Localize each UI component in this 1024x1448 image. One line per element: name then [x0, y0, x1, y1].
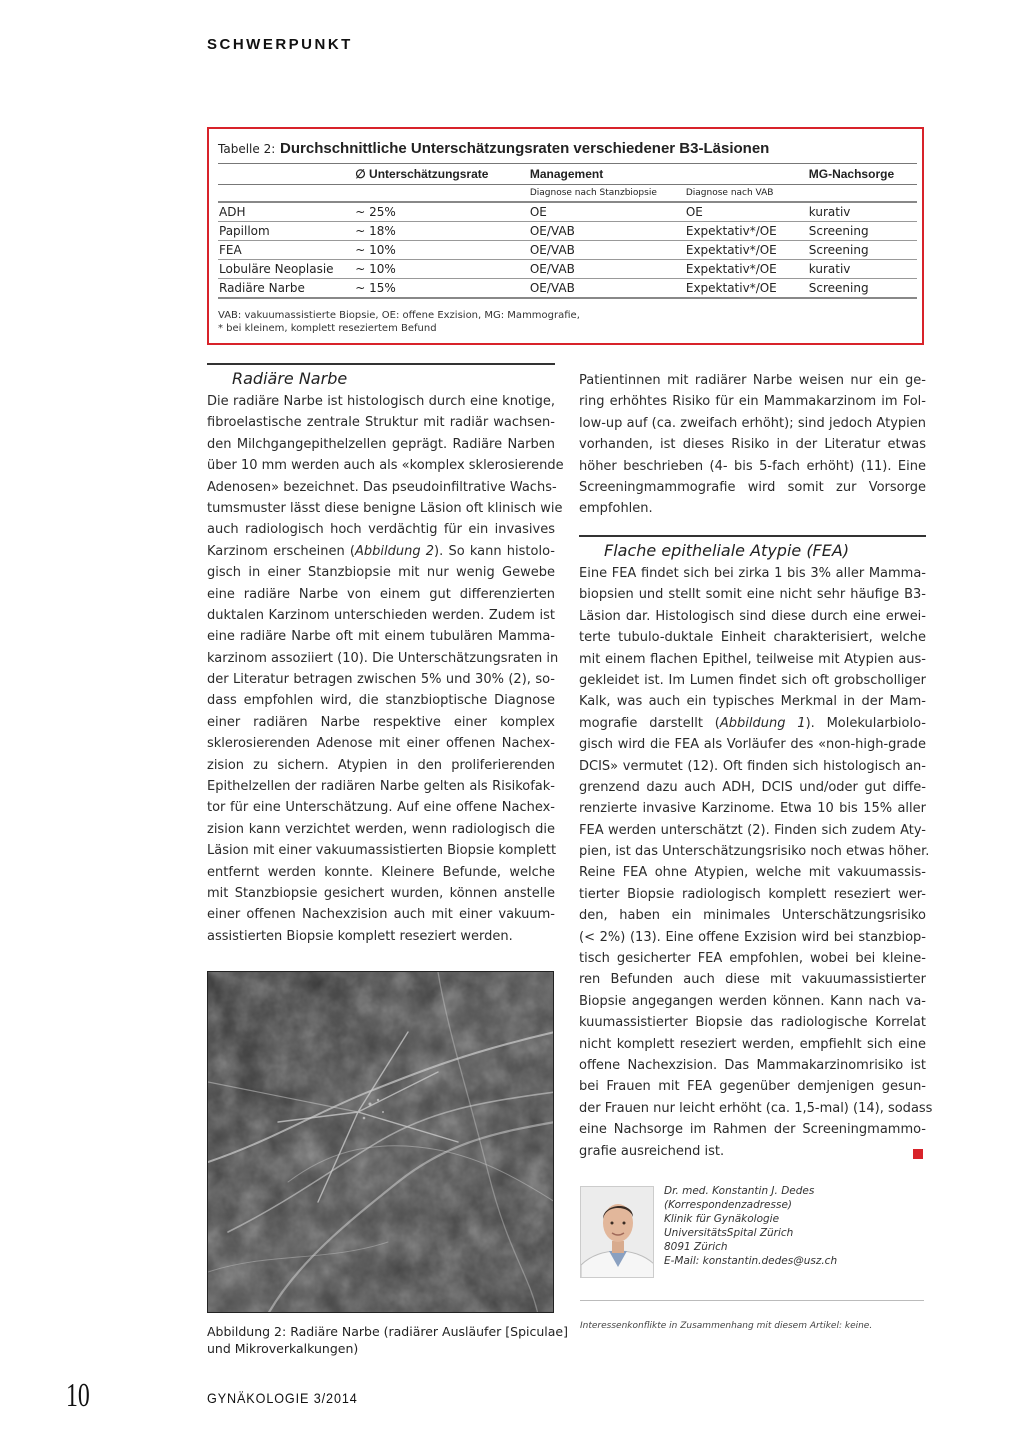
text-line-content: tierter Biopsie radiologisch komplett reseziert wer-	[579, 886, 926, 902]
table-cell: FEA	[218, 241, 354, 260]
text-line	[207, 669, 555, 690]
table-cell: OE/VAB	[529, 260, 685, 279]
text-line	[207, 412, 555, 433]
page-number: 10	[66, 1377, 90, 1414]
right-column-text	[579, 563, 933, 1162]
text-line-content: assistierten Biopsie komplett reseziert werden.	[207, 928, 513, 944]
table-body	[218, 202, 917, 298]
table-cell: Expektativ*/OE	[685, 279, 808, 299]
text-line	[579, 606, 926, 627]
table-subheader-cell	[354, 185, 529, 203]
text-line-content: eine Nachsorge im Rahmen der Screeningmammo-	[579, 1122, 926, 1138]
table-cell: ~ 18%	[354, 222, 529, 241]
text-line-content: ). Molekularbiolo-	[805, 715, 926, 731]
text-line-content: bei Frauen mit FEA gegenüber demjenigen gesun-	[579, 1079, 926, 1095]
text-line	[579, 713, 926, 734]
table-cell: Screening	[808, 241, 917, 260]
text-line	[579, 756, 926, 777]
text-line-content: ren Befunden auch diese mit vakuumassistierter	[579, 972, 926, 988]
text-line	[207, 562, 555, 583]
author-info	[664, 1184, 837, 1268]
text-line-content: Adenosen» bezeichnet. Das pseudoinfiltrative Wachs-	[207, 479, 557, 495]
text-line-content: Kalk, was auch ein typisches Merkmal in der Mam-	[579, 694, 926, 710]
heading-fea: Flache epitheliale Atypie (FEA)	[604, 541, 850, 560]
table-cell: Expektativ*/OE	[685, 222, 808, 241]
text-line	[207, 776, 555, 797]
table-header-cell: Management	[529, 164, 685, 185]
table-cell: OE/VAB	[529, 241, 685, 260]
text-line-content: grafie ausreichend ist.	[579, 1143, 725, 1159]
text-line	[579, 777, 926, 798]
table-cell: Expektativ*/OE	[685, 241, 808, 260]
text-line-content: den Milchgangepithelzellen geprägt. Radiäre Narben	[207, 436, 555, 452]
text-line	[579, 734, 926, 755]
text-line-content: auch radiologisch hoch verdächtig für ein invasives	[207, 522, 555, 538]
text-line-content: Die radiäre Narbe ist histologisch durch eine knotige,	[207, 394, 555, 409]
table-box	[207, 127, 924, 345]
author-photo	[580, 1186, 654, 1278]
text-line-content: kuumassistierter Biopsie das radiologische Korrelat	[579, 1015, 926, 1031]
text-line-content: über 10 mm werden auch als «komplex sklerosierende	[207, 458, 564, 474]
text-line: ring erhöhtes Risiko für ein Mammakarzinom im Fol-	[579, 394, 926, 410]
text-line	[579, 1076, 926, 1097]
text-line	[579, 691, 926, 712]
table-subheader-cell: Diagnose nach VAB	[685, 185, 808, 203]
table-row	[218, 202, 917, 222]
text-line	[579, 969, 926, 990]
text-line-content: eine radiäre Narbe von einem gut differenzierten	[207, 586, 555, 602]
text-line	[207, 626, 555, 647]
text-line-content: Biopsie angegangen werden können. Kann nach va-	[579, 993, 926, 1009]
text-line: Screeningmammografie wird somit zur Vorsorge	[579, 479, 926, 495]
mammography-image	[207, 971, 554, 1313]
table-cell: OE/VAB	[529, 279, 685, 299]
table-cell: Lobuläre Neoplasie	[218, 260, 354, 279]
table-cell: ~ 25%	[354, 202, 529, 222]
text-line-content: gisch wird die FEA als Vorläufer des «non-high-grade	[579, 737, 926, 753]
right-column-intro	[579, 370, 926, 520]
table-header-cell	[218, 164, 354, 185]
figure-caption-line: und Mikroverkalkungen)	[207, 1341, 359, 1356]
text-line-content: entfernt werden konnte. Kleinere Befunde, welche	[207, 864, 555, 880]
text-line-content: gisch in einer Stanzbiopsie mit nur wenig Gewebe	[207, 565, 555, 581]
text-line: vorhanden, ist dieses Risiko in der Literatur etwas	[579, 437, 926, 453]
text-line	[207, 904, 555, 925]
text-line-content: pien, ist das Unterschätzungsrisiko noch etwas höher.	[579, 844, 930, 860]
text-line	[579, 948, 926, 969]
text-line-content: duktalen Karzinom unterschieden werden. Zudem ist	[207, 607, 555, 623]
conflict-of-interest: Interessenkonflikte in Zusammenhang mit diesem Artikel: keine.	[580, 1321, 873, 1331]
text-line-content: sklerosierenden Adenose mit einer offenen Nachex-	[207, 736, 555, 752]
text-line-content: tumsmuster lässt diese benigne Läsion oft klinisch wie	[207, 500, 563, 516]
author-role: (Korrespondenzadresse)	[664, 1199, 793, 1211]
text-line-content: Reine FEA ohne Atypien, welche mit vakuumassis-	[579, 865, 926, 881]
table-prefix: Tabelle 2:	[218, 142, 276, 156]
table-subheader-cell	[808, 185, 917, 203]
text-line	[579, 1012, 926, 1033]
text-line	[207, 862, 555, 883]
text-line-content: biopsien und stellt somit eine nicht sehr häufige B3-	[579, 587, 926, 603]
text-line	[207, 584, 555, 605]
table-cell: kurativ	[808, 260, 917, 279]
text-line-content: nicht komplett reseziert werden, empfiehlt sich eine	[579, 1036, 926, 1052]
table-cell: ~ 15%	[354, 279, 529, 299]
text-line-content: Epithelzellen der radiären Narbe gelten als Risikofak-	[207, 779, 555, 795]
text-line	[207, 712, 555, 733]
text-line	[579, 927, 926, 948]
text-line	[579, 841, 930, 862]
table-header-cell: ∅ Unterschätzungsrate	[354, 164, 529, 185]
table-cell: ~ 10%	[354, 260, 529, 279]
text-line-content: offene Nachexzision. Das Mammakarzinomrisiko ist	[579, 1057, 926, 1073]
text-line-content: DCIS» vermutet (12). Oft finden sich histologisch an-	[579, 758, 926, 774]
text-line-content: eine radiäre Narbe oft mit einem tubulären Mamma-	[207, 629, 555, 645]
text-line	[579, 1034, 926, 1055]
table-cell: OE	[685, 202, 808, 222]
text-line	[207, 926, 555, 947]
text-line	[207, 605, 555, 626]
table-cell: Screening	[808, 279, 917, 299]
text-line-content: (< 2%) (13). Eine offene Exzision wird bei stanzbiop-	[579, 929, 926, 945]
text-line	[207, 797, 555, 818]
table-row	[218, 222, 917, 241]
text-line	[579, 627, 926, 648]
text-line-content: Läsion mit einer vakuumassistierten Biopsie komplett	[207, 843, 557, 859]
table-row	[218, 279, 917, 299]
author-city: 8091 Zürich	[664, 1241, 728, 1253]
figure-reference: Abbildung 1	[719, 715, 806, 731]
text-line	[579, 905, 926, 926]
text-line	[207, 883, 555, 904]
text-line: low-up auf (ca. zweifach erhöht); sind jedoch Atypien	[579, 415, 926, 431]
text-line	[207, 434, 555, 455]
text-line-content: den, haben ein minimales Unterschätzungsrisiko	[579, 908, 926, 924]
text-line	[579, 1119, 926, 1140]
author-email: E-Mail: konstantin.dedes@usz.ch	[664, 1255, 838, 1267]
text-line	[207, 840, 555, 861]
author-divider	[580, 1300, 924, 1301]
text-line-content: fibroelastische zentrale Struktur mit radiär wachsen-	[207, 415, 555, 431]
text-line	[579, 884, 926, 905]
table-subheader-cell	[218, 185, 354, 203]
table-row	[218, 241, 917, 260]
text-line	[207, 498, 563, 519]
table-footnote-line: VAB: vakuumassistierte Biopsie, OE: offene Exzision, MG: Mammografie,	[218, 310, 580, 321]
text-line	[579, 1098, 933, 1119]
table-title	[218, 139, 769, 157]
section-label: SCHWERPUNKT	[207, 36, 353, 53]
text-line: Patientinnen mit radiärer Narbe weisen nur ein ge-	[579, 373, 926, 388]
table-footnote	[218, 309, 580, 335]
text-line-content: gekleidet ist. Im Lumen findet sich oft grobscholliger	[579, 672, 926, 688]
text-line	[207, 733, 555, 754]
text-line-content: einer radiären Narbe respektive einer komplex	[207, 714, 555, 730]
author-hospital: UniversitätsSpital Zürich	[664, 1227, 794, 1239]
figure-caption-line: Abbildung 2: Radiäre Narbe (radiärer Ausläufer [Spiculae]	[207, 1324, 568, 1339]
text-line-content: grenzend dazu auch ADH, DCIS und/oder gut diffe-	[579, 779, 926, 795]
left-column-text	[207, 391, 564, 947]
text-line-content: mografie darstellt (	[579, 715, 720, 731]
text-line	[579, 798, 926, 819]
text-line	[207, 477, 555, 498]
text-line-content: der Frauen nur leicht erhöht (ca. 1,5-mal) (14), sodass	[579, 1100, 933, 1116]
text-line-content: tisch gesicherter FEA empfohlen, wobei bei kleine-	[579, 951, 926, 967]
text-line	[207, 391, 555, 412]
mammography-graphic	[208, 972, 554, 1313]
text-line	[579, 670, 926, 691]
text-line	[207, 455, 564, 476]
left-column-rule	[207, 363, 555, 365]
journal-name: GYNÄKOLOGIE 3/2014	[207, 1390, 358, 1406]
table-cell: Papillom	[218, 222, 354, 241]
table-footnote-line: * bei kleinem, komplett reseziertem Befund	[218, 323, 437, 334]
text-line-content: mit Stanzbiopsie gesichert wurden, können anstelle	[207, 885, 555, 901]
text-line: höher beschrieben (4- bis 5-fach erhöht) (11). Eine	[579, 458, 926, 474]
text-line	[579, 649, 926, 670]
author-portrait	[581, 1187, 654, 1278]
text-line	[579, 991, 926, 1012]
heading-radiaere-narbe: Radiäre Narbe	[232, 369, 348, 388]
text-line	[579, 820, 926, 841]
b3-table	[218, 163, 917, 299]
text-line	[207, 519, 555, 540]
figure-caption	[207, 1323, 568, 1357]
text-line	[207, 819, 555, 840]
text-line-content: Karzinom erscheinen (	[207, 543, 355, 559]
table-cell: ~ 10%	[354, 241, 529, 260]
author-name: Dr. med. Konstantin J. Dedes	[664, 1185, 815, 1197]
text-line-content: zision kann verzichtet werden, wenn radiologisch die	[207, 821, 555, 837]
table-row	[218, 260, 917, 279]
table-cell: kurativ	[808, 202, 917, 222]
table-header-cell: MG-Nachsorge	[808, 164, 917, 185]
text-line-content: einer offenen Nachexzision auch mit einer vakuum-	[207, 907, 555, 923]
text-line-content: FEA werden unterschätzt (2). Finden sich zudem Aty-	[579, 822, 926, 838]
text-line	[207, 541, 555, 562]
text-line-content: renzierte invasive Karzinome. Etwa 10 bis 15% aller	[579, 801, 926, 817]
figure-reference: Abbildung 2	[354, 543, 435, 559]
end-of-article-marker	[913, 1149, 923, 1159]
table-header-cell	[685, 164, 808, 185]
text-line	[579, 563, 926, 584]
text-line-content: der Literatur betragen zwischen 5% und 30% (2), so-	[207, 672, 555, 688]
table-cell: OE	[529, 202, 685, 222]
right-column-rule	[579, 535, 926, 537]
table-cell: Radiäre Narbe	[218, 279, 354, 299]
table-cell: Screening	[808, 222, 917, 241]
table-title-text: Durchschnittliche Unterschätzungsraten verschiedener B3-Läsionen	[280, 140, 770, 157]
text-line-content: karzinom assoziiert (10). Die Unterschätzungsraten in	[207, 650, 559, 666]
text-line	[579, 862, 926, 883]
text-line-content: terte tubulo-duktale Einheit charakterisiert, welche	[579, 630, 926, 646]
table-cell: Expektativ*/OE	[685, 260, 808, 279]
text-line-content: ). So kann histolo-	[434, 543, 555, 559]
table-subheader-cell: Diagnose nach Stanzbiopsie	[529, 185, 685, 203]
text-line-content: tor für eine Unterschätzung. Auf eine offene Nachex-	[207, 800, 555, 816]
table-cell: OE/VAB	[529, 222, 685, 241]
text-line	[207, 648, 559, 669]
text-line	[579, 1141, 926, 1162]
text-line	[207, 690, 555, 711]
text-line	[579, 1055, 926, 1076]
text-line-content: Eine FEA findet sich bei zirka 1 bis 3% aller Mamma-	[579, 566, 926, 581]
text-line	[207, 755, 555, 776]
text-line	[579, 584, 926, 605]
text-line-content: dass empfohlen wird, die stanzbioptische Diagnose	[207, 693, 555, 709]
text-line-content: mit einem flachen Epithel, teilweise mit Atypien aus-	[579, 651, 926, 667]
author-dept: Klinik für Gynäkologie	[664, 1213, 780, 1225]
text-line-content: Läsion dar. Histologisch sind diese durch eine erwei-	[579, 608, 926, 624]
table-cell: ADH	[218, 202, 354, 222]
text-line: empfohlen.	[579, 501, 653, 517]
text-line-content: zision zu sichern. Atypien in den proliferierenden	[207, 757, 555, 773]
